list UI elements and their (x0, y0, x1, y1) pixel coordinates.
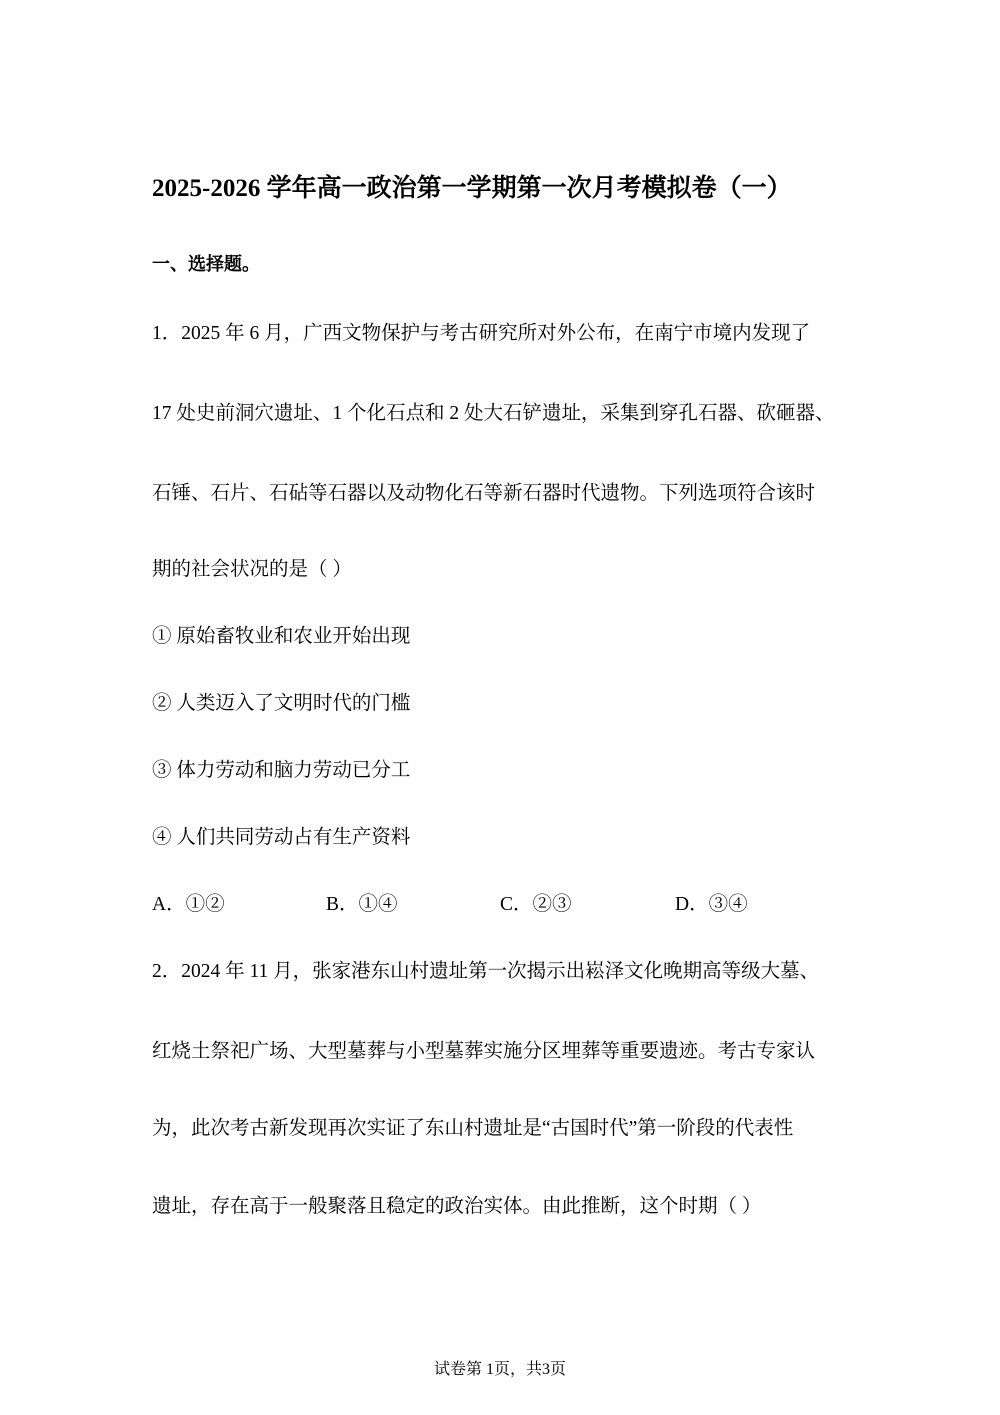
q1-statement-1: ① 原始畜牧业和农业开始出现 (152, 626, 411, 647)
page-footer: 试卷第 1页，共3页 (433, 1361, 566, 1378)
q1-line-3: 石锤、石片、石砧等石器以及动物化石等新石器时代遗物。下列选项符合该时 (152, 483, 816, 504)
q1-statement-4: ④ 人们共同劳动占有生产资料 (152, 827, 411, 848)
q1-line-2: 17 处史前洞穴遗址、1 个化石点和 2 处大石铲遗址，采集到穿孔石器、砍砸器、 (152, 403, 835, 424)
q1-line-1: 1．2025 年 6 月，广西文物保护与考古研究所对外公布，在南宁市境内发现了 (152, 323, 811, 344)
q2-line-1: 2．2024 年 11 月，张家港东山村遗址第一次揭示出崧泽文化晚期高等级大墓、 (152, 961, 820, 982)
q1-line-4: 期的社会状况的是（ ） (152, 559, 352, 580)
q1-option-c: C．②③ (500, 894, 572, 915)
q1-option-d: D．③④ (675, 894, 748, 915)
q1-option-b: B．①④ (326, 894, 398, 915)
q2-line-3: 为，此次考古新发现再次实证了东山村遗址是“古国时代”第一阶段的代表性 (152, 1118, 794, 1139)
q1-statement-2: ② 人类迈入了文明时代的门槛 (152, 693, 411, 714)
page-title: 2025-2026 学年高一政治第一学期第一次月考模拟卷（一） (152, 175, 792, 202)
q2-line-4: 遗址，存在高于一般聚落且稳定的政治实体。由此推断，这个时期（ ） (152, 1196, 762, 1217)
q1-statement-3: ③ 体力劳动和脑力劳动已分工 (152, 760, 411, 781)
q1-option-a: A．①② (152, 894, 225, 915)
section-heading: 一、选择题。 (152, 254, 260, 274)
q2-line-2: 红烧土祭祀广场、大型墓葬与小型墓葬实施分区埋葬等重要遗迹。考古专家认 (152, 1041, 816, 1062)
